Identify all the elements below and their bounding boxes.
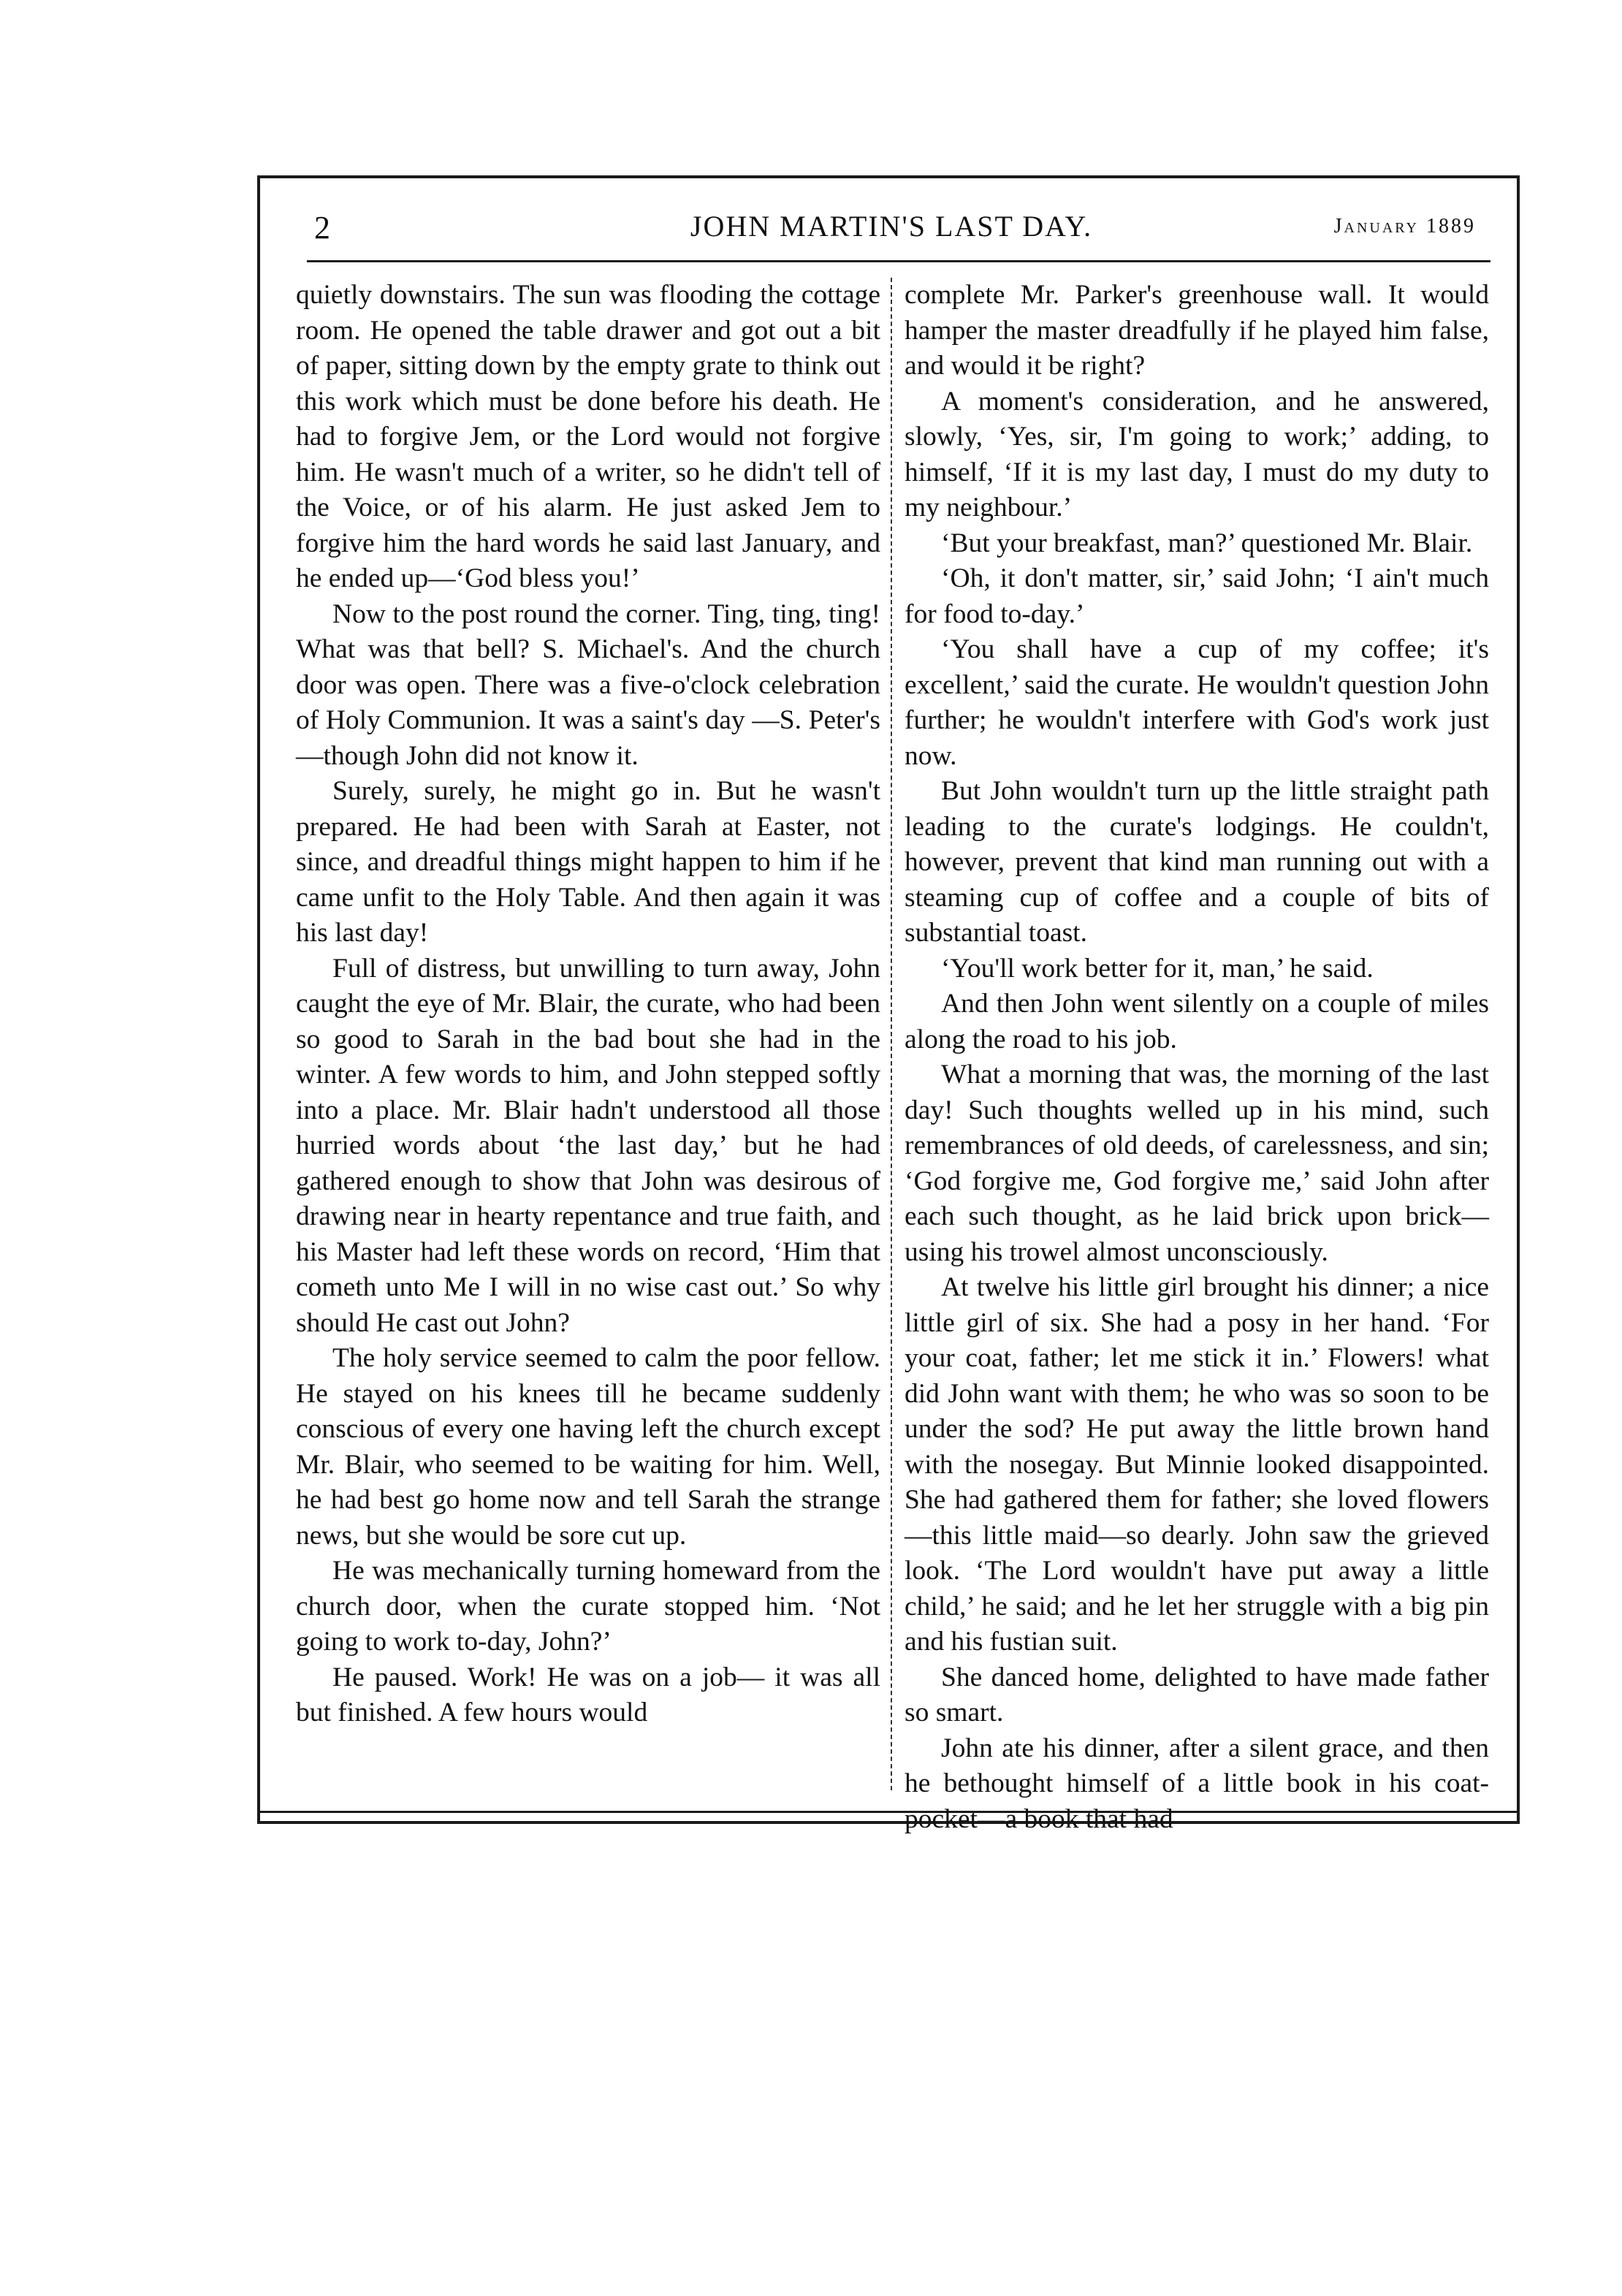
column-divider [891, 278, 892, 1790]
page-header [307, 203, 1476, 254]
paragraph: ‘But your breakfast, man?’ questioned Mr. Blair. [941, 528, 1473, 558]
paragraph: ‘You shall have a cup of my coffee; it's excellent,’ said the curate. He wouldn't question John further; he wouldn't interfere with God's work just now. [905, 634, 1489, 771]
paragraph: complete Mr. Parker's greenhouse wall. It would hamper the master dreadfully if he played him false, and would it be right? [905, 280, 1489, 381]
paragraph: Surely, surely, he might go in. But he wasn't prepared. He had been with Sarah at Easter, not since, and dreadful things might happen to him if he came unfit to the Holy Table. And then again it was his last day! [296, 776, 880, 948]
paragraph: A moment's consideration, and he answered, slowly, ‘Yes, sir, I'm going to work;’ adding, to himself, ‘If it is my last day, I must do my duty to my neighbour.’ [905, 386, 1489, 522]
paragraph: But John wouldn't turn up the little straight path leading to the curate's lodgings. He couldn't, however, prevent that kind man running out with a steaming cup of coffee and a couple of bits of substantial toast. [905, 776, 1489, 948]
paragraph: quietly downstairs. The sun was flooding the cottage room. He opened the table drawer and got out a bit of paper, sitting down by the empty grate to think out this work which must be done before his death. He had to forgive Jem, or the Lord would not forgive him. He wasn't much of a writer, so he didn't tell of the Voice, or of his alarm. He just asked Jem to forgive him the hard words he said last January, and he ended up—‘God bless you!’ [296, 280, 880, 593]
left-column [296, 278, 880, 1731]
paragraph: She danced home, delighted to have made father so smart. [905, 1662, 1489, 1727]
paragraph: The holy service seemed to calm the poor fellow. He stayed on his knees till he became suddenly conscious of every one having left the church except Mr. Blair, who seemed to be waiting for him. Well, he had best go home now and tell Sarah the strange news, but she would be sore cut up. [296, 1343, 880, 1551]
paragraph: At twelve his little girl brought his dinner; a nice little girl of six. She had a posy in her hand. ‘For your coat, father; let me stick it in.’ Flowers! what did John want with them; he who was so soon to be under the sod? He put away the little brown hand with the nosegay. But Minnie looked disappointed. She had gathered them for father; she loved flowers —this little maid—so dearly. John saw the grieved look. ‘The Lord wouldn't have put away a little child,’ he said; and he let her struggle with a big pin and his fustian suit. [905, 1272, 1489, 1657]
page-number: 2 [314, 210, 330, 246]
header-rule [307, 260, 1490, 262]
paragraph: He paused. Work! He was on a job— it was all but finished. A few hours would [296, 1662, 880, 1727]
paragraph: What a morning that was, the morning of the last day! Such thoughts welled up in his mind, such remembrances of old deeds, of carelessness, and sin; ‘God forgive me, God forgive me,’ said John after each such thought, as he laid brick upon brick—using his trowel almost unconsciously. [905, 1060, 1489, 1267]
paragraph: He was mechanically turning homeward from the church door, when the curate stopped him. ‘Not going to work to-day, John?’ [296, 1556, 880, 1657]
paragraph: John ate his dinner, after a silent grace, and then he bethought himself of a little book in his coat-pocket—a book that had [905, 1733, 1489, 1834]
running-title: JOHN MARTIN'S LAST DAY. [690, 210, 1093, 243]
right-column [905, 278, 1489, 1837]
paragraph: ‘Oh, it don't matter, sir,’ said John; ‘I ain't much for food to-day.’ [905, 563, 1489, 629]
paragraph: And then John went silently on a couple of miles along the road to his job. [905, 989, 1489, 1054]
paragraph: Now to the post round the corner. Ting, ting, ting! What was that bell? S. Michael's. And the church door was open. There was a five-o'clock celebration of Holy Communion. It was a saint's day —S. Peter's—though John did not know it. [296, 598, 880, 771]
paragraph: ‘You'll work better for it, man,’ he said. [941, 953, 1374, 984]
issue-date: January 1889 [1333, 215, 1476, 237]
paragraph: Full of distress, but unwilling to turn away, John caught the eye of Mr. Blair, the curate, who had been so good to Sarah in the bad bout she had in the winter. A few words to him, and John stepped softly into a place. Mr. Blair hadn't understood all those hurried words about ‘the last day,’ but he had gathered enough to show that John was desirous of drawing near in hearty repentance and true faith, and his Master had left these words on record, ‘Him that cometh unto Me I will in no wise cast out.’ So why should He cast out John? [296, 953, 880, 1338]
